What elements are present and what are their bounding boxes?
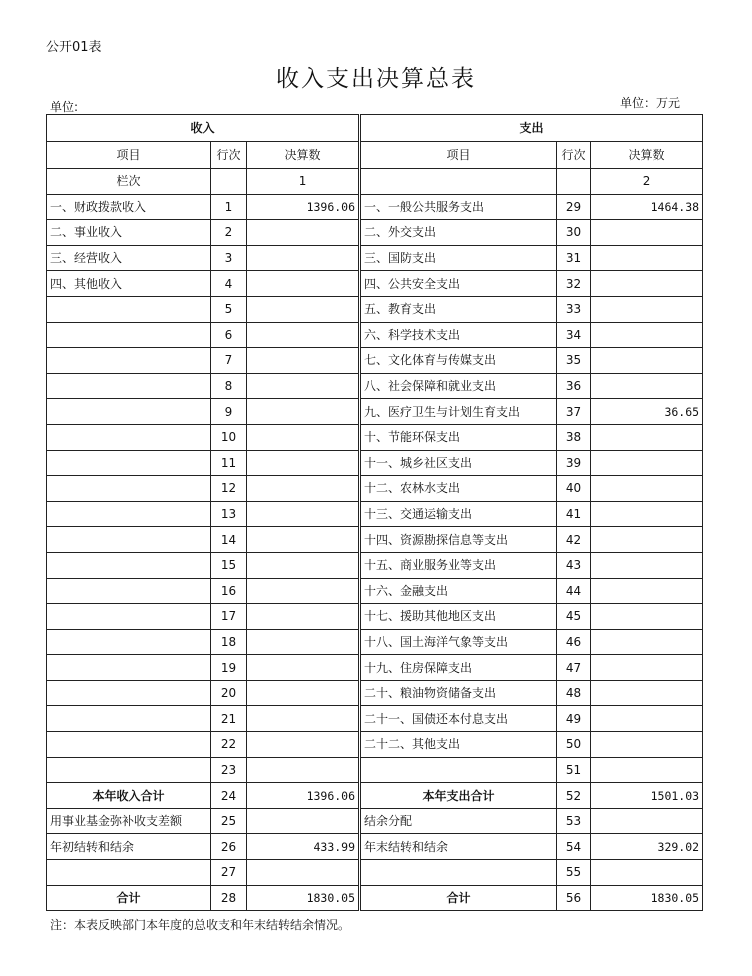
income-amount (247, 629, 359, 655)
expense-amount: 1501.03 (591, 783, 703, 809)
expense-item: 十九、住房保障支出 (361, 655, 557, 681)
income-amount (247, 348, 359, 374)
expense-line: 42 (557, 527, 591, 553)
empty-cell (211, 169, 247, 195)
expense-amount: 329.02 (591, 834, 703, 860)
expense-amount (591, 552, 703, 578)
expense-amount (591, 655, 703, 681)
income-amount (247, 552, 359, 578)
expense-item: 二、外交支出 (361, 220, 557, 246)
income-amount (247, 373, 359, 399)
income-amount (247, 296, 359, 322)
income-line: 4 (211, 271, 247, 297)
expense-amount: 1830.05 (591, 885, 703, 911)
income-line: 14 (211, 527, 247, 553)
income-line: 25 (211, 808, 247, 834)
expense-amount (591, 757, 703, 783)
expense-line: 37 (557, 399, 591, 425)
expense-amount (591, 322, 703, 348)
expense-line: 41 (557, 501, 591, 527)
income-line: 8 (211, 373, 247, 399)
table-row (47, 527, 703, 553)
table-row (47, 296, 703, 322)
income-item (47, 322, 211, 348)
expense-amount (591, 220, 703, 246)
expense-amount: 36.65 (591, 399, 703, 425)
unit-label-right: 单位：万元 (620, 96, 681, 110)
income-amount (247, 808, 359, 834)
income-item (47, 732, 211, 758)
table-row (47, 604, 703, 630)
income-amount (247, 399, 359, 425)
page-title: 收入支出决算总表 (276, 66, 476, 92)
expense-amount (591, 296, 703, 322)
income-item: 本年收入合计 (47, 783, 211, 809)
empty-cell (361, 169, 557, 195)
income-item-header: 项目 (47, 142, 211, 169)
expense-line: 30 (557, 220, 591, 246)
income-item (47, 680, 211, 706)
table-row (47, 629, 703, 655)
income-column-number: 1 (247, 169, 359, 195)
expense-item: 十、节能环保支出 (361, 424, 557, 450)
table-row (47, 450, 703, 476)
income-line: 6 (211, 322, 247, 348)
income-item (47, 629, 211, 655)
unit-label-left: 单位: (50, 100, 79, 114)
table-row (47, 245, 703, 271)
income-amount (247, 860, 359, 886)
expense-amount (591, 245, 703, 271)
income-item (47, 399, 211, 425)
expense-item: 七、文化体育与传媒支出 (361, 348, 557, 374)
expense-line: 54 (557, 834, 591, 860)
table-row (47, 552, 703, 578)
column-order-row (47, 169, 703, 195)
column-header-row (47, 142, 703, 169)
expense-amount (591, 706, 703, 732)
income-amount (247, 476, 359, 502)
expense-item: 结余分配 (361, 808, 557, 834)
income-amount (247, 706, 359, 732)
expense-amount (591, 424, 703, 450)
expense-item: 四、公共安全支出 (361, 271, 557, 297)
income-line: 19 (211, 655, 247, 681)
expense-item (361, 860, 557, 886)
expense-item: 一、一般公共服务支出 (361, 194, 557, 220)
income-item (47, 373, 211, 399)
expense-line: 49 (557, 706, 591, 732)
summary-table (46, 114, 703, 911)
expense-item: 十一、城乡社区支出 (361, 450, 557, 476)
income-item (47, 476, 211, 502)
income-line: 22 (211, 732, 247, 758)
income-line: 27 (211, 860, 247, 886)
expense-column-number: 2 (591, 169, 703, 195)
income-item (47, 450, 211, 476)
income-line: 1 (211, 194, 247, 220)
expense-line: 40 (557, 476, 591, 502)
income-item (47, 527, 211, 553)
expense-amount (591, 373, 703, 399)
income-line: 16 (211, 578, 247, 604)
income-item (47, 860, 211, 886)
income-item: 四、其他收入 (47, 271, 211, 297)
expense-item: 合计 (361, 885, 557, 911)
table-row (47, 322, 703, 348)
income-item: 合计 (47, 885, 211, 911)
expense-line-header: 行次 (557, 142, 591, 169)
income-item (47, 552, 211, 578)
expense-line: 48 (557, 680, 591, 706)
table-row (47, 424, 703, 450)
table-row (47, 399, 703, 425)
income-amount (247, 655, 359, 681)
income-item (47, 604, 211, 630)
income-amount (247, 245, 359, 271)
income-line: 28 (211, 885, 247, 911)
expense-amount (591, 271, 703, 297)
expense-amount (591, 476, 703, 502)
income-amount (247, 271, 359, 297)
expense-line: 55 (557, 860, 591, 886)
income-line: 11 (211, 450, 247, 476)
income-amount (247, 527, 359, 553)
expense-item: 十六、金融支出 (361, 578, 557, 604)
income-line: 12 (211, 476, 247, 502)
table-row (47, 757, 703, 783)
table-row (47, 655, 703, 681)
income-amount: 433.99 (247, 834, 359, 860)
expense-line: 31 (557, 245, 591, 271)
income-line: 10 (211, 424, 247, 450)
expense-item: 十七、援助其他地区支出 (361, 604, 557, 630)
income-amount-header: 决算数 (247, 142, 359, 169)
income-line: 2 (211, 220, 247, 246)
expense-line: 53 (557, 808, 591, 834)
income-amount (247, 501, 359, 527)
income-line-header: 行次 (211, 142, 247, 169)
table-row (47, 706, 703, 732)
income-item (47, 706, 211, 732)
income-header: 收入 (47, 115, 359, 142)
income-line: 7 (211, 348, 247, 374)
expense-line: 46 (557, 629, 591, 655)
table-row (47, 578, 703, 604)
income-line: 5 (211, 296, 247, 322)
expense-amount (591, 450, 703, 476)
table-row (47, 348, 703, 374)
total-row (47, 885, 703, 911)
income-item (47, 501, 211, 527)
income-line: 9 (211, 399, 247, 425)
expense-line: 47 (557, 655, 591, 681)
income-line: 3 (211, 245, 247, 271)
expense-item: 五、教育支出 (361, 296, 557, 322)
table-row (47, 476, 703, 502)
income-amount (247, 732, 359, 758)
expense-item (361, 757, 557, 783)
income-line: 13 (211, 501, 247, 527)
total-row (47, 783, 703, 809)
expense-item: 二十、粮油物资储备支出 (361, 680, 557, 706)
expense-amount (591, 808, 703, 834)
income-amount (247, 450, 359, 476)
expense-amount (591, 501, 703, 527)
expense-item: 三、国防支出 (361, 245, 557, 271)
table-row (47, 732, 703, 758)
expense-line: 36 (557, 373, 591, 399)
expense-line: 44 (557, 578, 591, 604)
income-item: 年初结转和结余 (47, 834, 211, 860)
empty-cell (557, 169, 591, 195)
income-item: 用事业基金弥补收支差额 (47, 808, 211, 834)
income-item: 三、经营收入 (47, 245, 211, 271)
income-amount (247, 220, 359, 246)
expense-amount (591, 578, 703, 604)
income-amount (247, 578, 359, 604)
expense-item: 十二、农林水支出 (361, 476, 557, 502)
income-line: 20 (211, 680, 247, 706)
income-amount (247, 424, 359, 450)
table-row (47, 501, 703, 527)
expense-amount (591, 604, 703, 630)
expense-item: 本年支出合计 (361, 783, 557, 809)
income-line: 24 (211, 783, 247, 809)
expense-item: 二十二、其他支出 (361, 732, 557, 758)
expense-line: 56 (557, 885, 591, 911)
expense-line: 32 (557, 271, 591, 297)
table-row (47, 373, 703, 399)
expense-item: 年末结转和结余 (361, 834, 557, 860)
total-row (47, 808, 703, 834)
table-row (47, 680, 703, 706)
expense-item: 十三、交通运输支出 (361, 501, 557, 527)
income-item (47, 655, 211, 681)
income-amount: 1396.06 (247, 783, 359, 809)
income-item (47, 578, 211, 604)
income-item (47, 348, 211, 374)
expense-item: 八、社会保障和就业支出 (361, 373, 557, 399)
expense-line: 33 (557, 296, 591, 322)
income-item: 二、事业收入 (47, 220, 211, 246)
expense-line: 38 (557, 424, 591, 450)
income-amount (247, 604, 359, 630)
expense-line: 39 (557, 450, 591, 476)
income-line: 15 (211, 552, 247, 578)
expense-line: 52 (557, 783, 591, 809)
expense-item: 九、医疗卫生与计划生育支出 (361, 399, 557, 425)
expense-line: 51 (557, 757, 591, 783)
income-line: 26 (211, 834, 247, 860)
income-amount: 1396.06 (247, 194, 359, 220)
expense-item: 十八、国土海洋气象等支出 (361, 629, 557, 655)
income-line: 18 (211, 629, 247, 655)
income-line: 23 (211, 757, 247, 783)
income-amount (247, 757, 359, 783)
income-item: 一、财政拨款收入 (47, 194, 211, 220)
footnote: 注：本表反映部门本年度的总收支和年末结转结余情况。 (50, 918, 351, 932)
expense-amount (591, 527, 703, 553)
income-item (47, 424, 211, 450)
expense-header: 支出 (361, 115, 703, 142)
expense-item: 二十一、国债还本付息支出 (361, 706, 557, 732)
table-row (47, 271, 703, 297)
expense-amount: 1464.38 (591, 194, 703, 220)
income-item (47, 757, 211, 783)
total-row (47, 834, 703, 860)
expense-amount (591, 732, 703, 758)
expense-amount (591, 860, 703, 886)
expense-line: 35 (557, 348, 591, 374)
total-row (47, 860, 703, 886)
income-amount: 1830.05 (247, 885, 359, 911)
income-line: 21 (211, 706, 247, 732)
income-line: 17 (211, 604, 247, 630)
expense-item: 十五、商业服务业等支出 (361, 552, 557, 578)
expense-amount (591, 629, 703, 655)
expense-amount-header: 决算数 (591, 142, 703, 169)
section-header-row (47, 115, 703, 142)
expense-item-header: 项目 (361, 142, 557, 169)
expense-line: 50 (557, 732, 591, 758)
income-item (47, 296, 211, 322)
expense-amount (591, 348, 703, 374)
income-amount (247, 322, 359, 348)
expense-line: 29 (557, 194, 591, 220)
income-amount (247, 680, 359, 706)
table-row (47, 220, 703, 246)
document-code: 公开01表 (46, 40, 102, 55)
expense-line: 45 (557, 604, 591, 630)
expense-line: 43 (557, 552, 591, 578)
table-row (47, 194, 703, 220)
expense-line: 34 (557, 322, 591, 348)
expense-item: 六、科学技术支出 (361, 322, 557, 348)
column-order-label: 栏次 (47, 169, 211, 195)
expense-item: 十四、资源勘探信息等支出 (361, 527, 557, 553)
expense-amount (591, 680, 703, 706)
